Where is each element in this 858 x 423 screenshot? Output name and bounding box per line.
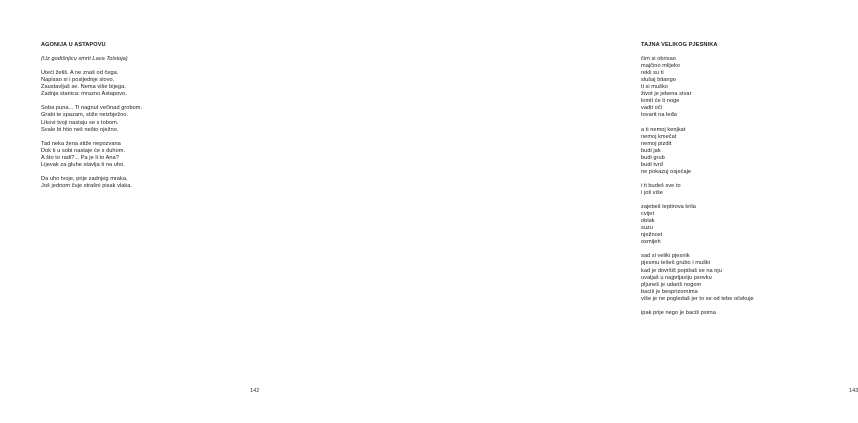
poem-agonija bbox=[41, 42, 142, 190]
poem-line: baciš je besprizornima bbox=[641, 288, 698, 295]
poem-line: budi jak bbox=[641, 147, 661, 154]
poem-line: kad je dovršiš popišaš se na nju bbox=[641, 267, 722, 274]
stanza bbox=[41, 70, 142, 98]
right-page bbox=[300, 0, 858, 423]
poem-line: i još više bbox=[641, 189, 663, 196]
page-number: 143 bbox=[849, 388, 858, 394]
poem-line: Još jednom čuje strašni pisak vlaka. bbox=[41, 182, 133, 189]
poem-line: ipak prije nego je baciš psima bbox=[641, 309, 716, 316]
poem-tajna bbox=[641, 42, 754, 317]
stanza bbox=[41, 176, 142, 190]
poem-line: Soba puna... Ti nagnut večinad grobom. bbox=[41, 105, 143, 112]
poem-line: oblak bbox=[641, 218, 655, 225]
poem-line: Likovi tvoji nastaju se s tobom. bbox=[41, 119, 119, 126]
page-number: 142 bbox=[250, 388, 260, 394]
poem-line: suzu bbox=[641, 225, 654, 232]
stanza bbox=[41, 141, 142, 169]
poem-line: pljuneš je udariš nogom bbox=[641, 281, 702, 288]
poem-line: Svale bi htio neš nešto nježno. bbox=[41, 126, 119, 133]
poem-line: A što to radi?... Pa je li to Ana? bbox=[41, 154, 119, 161]
poem-line: nemoj kmečat bbox=[641, 133, 677, 140]
poem-line: Zaustavljaš se. Nema više bijega. bbox=[41, 84, 126, 91]
poem-line: Da uho tvoje, prije zadnjeg mraka, bbox=[41, 175, 128, 182]
poem-line: više je ne pogledaš jer to se od tebe očekuje bbox=[641, 295, 754, 302]
poem-line: Uteći želiš. A ne znaš od čega. bbox=[41, 70, 119, 77]
poem-line: Tad neka žena stiže nepozvana bbox=[41, 140, 121, 147]
poem-line: majčino mlijeko bbox=[641, 63, 680, 70]
poem-line: zajebeš leptirova krila bbox=[641, 204, 696, 211]
poem-line: Zadnja stanica: mrazno Astapovo. bbox=[41, 91, 127, 98]
poem-line: nježnost bbox=[641, 232, 663, 239]
poem-line: ne pokazuj osjećaje bbox=[641, 168, 692, 175]
poem-line: i ti budeš sve to bbox=[641, 182, 681, 189]
poem-line: čim si obrisao bbox=[641, 56, 676, 63]
stanza bbox=[641, 204, 754, 246]
stanza bbox=[641, 253, 754, 302]
poem-line: cvijet bbox=[641, 211, 655, 218]
stanza bbox=[641, 127, 754, 176]
poem-title: TAJNA VELIKOG PJESNIKA bbox=[641, 42, 718, 48]
stanza bbox=[641, 310, 754, 317]
poem-line: Lijevak za gluhe stavlja ti na uho. bbox=[41, 161, 125, 168]
poem-line: lomit će ti noge bbox=[641, 98, 680, 105]
stanza bbox=[641, 183, 754, 197]
poem-line: pjesmu tešeš grubo i muški bbox=[641, 260, 711, 267]
poem-line: Grabi te spazam, stiže neizbježno. bbox=[41, 112, 129, 119]
poem-line: rekli su ti bbox=[641, 70, 664, 77]
poem-line: budi grub bbox=[641, 154, 665, 161]
poem-line: a ti nemoj kenjkat bbox=[641, 126, 686, 133]
poem-line: Napisao si i posljednje slovo. bbox=[41, 77, 115, 84]
poem-line: vadit oči bbox=[641, 105, 662, 112]
poem-line: uvaljaš u najprljaviju psovku bbox=[641, 274, 712, 281]
poem-line: tovarit na leđa bbox=[641, 112, 677, 119]
poem-line: nemoj pizdit bbox=[641, 140, 672, 147]
poem-line: sad si veliki pjesnik bbox=[641, 253, 690, 260]
poem-line: osmijeh bbox=[641, 239, 661, 246]
poem-line: slušaj bitango bbox=[641, 77, 676, 84]
poem-line: život je jebena stvar bbox=[641, 91, 692, 98]
left-page bbox=[0, 0, 300, 423]
poem-line: budi tvrd bbox=[641, 161, 663, 168]
poem-dedication: (Uz godišnjicu smrti Lava Tolstoja) bbox=[41, 56, 128, 63]
poem-line: Dok ti u sobi nastaje će s duhom. bbox=[41, 147, 126, 154]
poem-line: ti si muško bbox=[641, 84, 668, 91]
poem-title: AGONIJA U ASTAPOVU bbox=[41, 42, 106, 48]
stanza bbox=[641, 56, 754, 119]
stanza bbox=[41, 105, 142, 133]
